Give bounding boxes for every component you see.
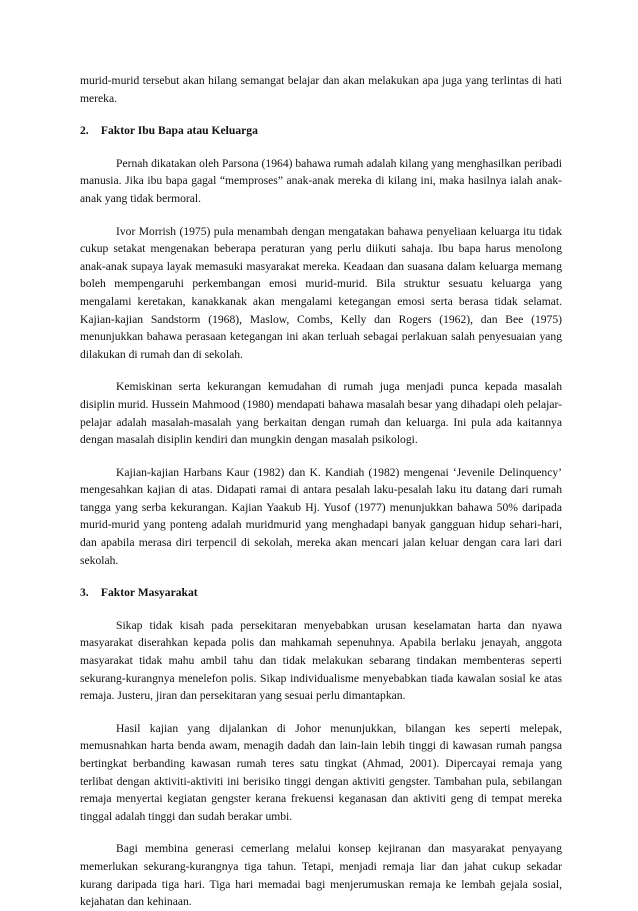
- section-title: Faktor Ibu Bapa atau Keluarga: [100, 124, 258, 138]
- section-heading-3: [80, 584, 562, 602]
- paragraph-generasi: Bagi membina generasi cemerlang melalui konsep kejiranan dan masyarakat penyayang memerlukan sekurang-kurangnya tiga tahun. Tetapi, menjadi remaja liar dan jahat cukup sekadar kurang daripada tiga hari. Tiga hari memadai bagi menjerumuskan remaja ke lembah gejala sosial, kejahatan dan kehinaan.: [80, 842, 562, 909]
- document-page: [80, 72, 562, 911]
- section-number: 3.: [80, 586, 89, 600]
- section-title: Faktor Masyarakat: [100, 586, 198, 600]
- paragraph-continuation: murid-murid tersebut akan hilang semangat belajar dan akan melakukan apa juga yang terlintas di hati mereka.: [80, 74, 562, 105]
- paragraph-harbans-kaur: Kajian-kajian Harbans Kaur (1982) dan K. Kandiah (1982) mengenai ‘Jevenile Delinquency’ mengesahkan kajian di atas. Didapati ramai di antara pesalah laku-pesalah laku itu datang dari rumah tangga yang serba kekurangan. Kajian Yaakub Hj. Yusof (1977) menunjukkan bahawa 50% daripada murid-murid yang ponteng adalah muridmurid yang menghadapi banyak gangguan hidup sehari-hari, dan apabila merasa diri terpencil di sekolah, mereka akan mencari jalan keluar dengan cara lari dari sekolah.: [80, 465, 562, 567]
- paragraph-sikap: Sikap tidak kisah pada persekitaran menyebabkan urusan keselamatan harta dan nyawa masyarakat diserahkan kepada polis dan mahkamah sepenuhnya. Apabila berlaku jenayah, anggota masyarakat tidak mahu ambil tahu dan tidak melakukan sebarang tindakan membenteras seperti sekurang-kurangnya menelefon polis. Sikap individualisme menyebabkan tiada kawalan sosial ke atas remaja. Justeru, jiran dan persekitaran yang sesuai perlu dimantapkan.: [80, 618, 562, 703]
- paragraph-parsona: Pernah dikatakan oleh Parsona (1964) bahawa rumah adalah kilang yang menghasilkan peribadi manusia. Jika ibu bapa gagal “memproses” anak-anak mereka di kilang ini, maka hasilnya ialah anak-anak yang tidak bermoral.: [80, 156, 562, 205]
- paragraph-johor: Hasil kajian yang dijalankan di Johor menunjukkan, bilangan kes seperti melepak, memusnahkan harta benda awam, menagih dadah dan lain-lain lebih tinggi di kawasan rumah pangsa bertingkat berbanding kawasan rumah teres satu tingkat (Ahmad, 2001). Dipercayai remaja yang terlibat dengan aktiviti-aktiviti ini berisiko tinggi dengan aktiviti gengster. Tambahan pula, sebilangan remaja menyertai kegiatan gengster kerana frekuensi keganasan dan aktiviti geng di tempat mereka tinggal adalah tinggi dan sudah berakar umbi.: [80, 721, 562, 823]
- paragraph-kemiskinan: Kemiskinan serta kekurangan kemudahan di rumah juga menjadi punca kepada masalah disiplin murid. Hussein Mahmood (1980) mendapati bahawa masalah besar yang dihadapi oleh pelajar-pelajar adalah masalah-masalah yang berkaitan dengan rumah dan keluarga. Ini pula ada kaitannya dengan masalah disiplin kendiri dan mungkin dengan masalah psikologi.: [80, 380, 562, 447]
- paragraph-morrish: Ivor Morrish (1975) pula menambah dengan mengatakan bahawa penyeliaan keluarga itu tidak cukup setakat mengenakan beberapa peraturan yang perlu diikuti sahaja. Ibu bapa harus menolong anak-anak supaya layak memasuki masyarakat mereka. Keadaan dan suasana dalam keluarga memang boleh mempengaruhi perkembangan emosi murid-murid. Bila struktur sesuatu keluarga yang mengalami keretakan, kanakkanak akan mengalami ketegangan emosi serta berasa tidak selamat. Kajian-kajian Sandstorm (1968), Maslow, Combs, Kelly dan Rogers (1962), dan Bee (1975) menunjukkan bahawa perasaan ketegangan ini akan terluah sebagai perlakuan salah penyesuaian yang dilakukan di rumah dan di sekolah.: [80, 224, 562, 361]
- section-number: 2.: [80, 124, 89, 138]
- section-heading-2: [80, 122, 562, 140]
